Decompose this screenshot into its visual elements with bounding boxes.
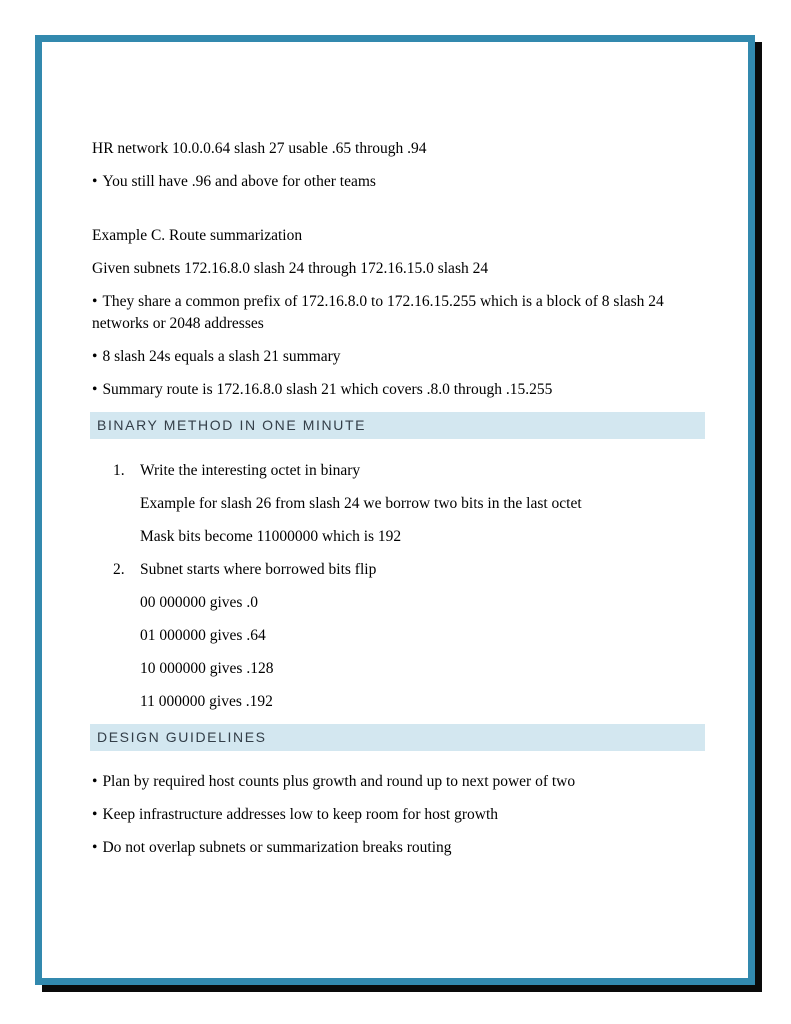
bullet-item: [92, 379, 705, 401]
bullet-glyph: •: [92, 806, 98, 823]
bullet-text: 8 slash 24s equals a slash 21 summary: [102, 348, 341, 365]
bullet-text: You still have .96 and above for other teams: [102, 173, 376, 190]
bullet-glyph: •: [92, 773, 98, 790]
paragraph: Example C. Route summarization: [92, 227, 303, 244]
bullet-glyph: •: [92, 173, 98, 190]
bullet-text: Do not overlap subnets or summarization breaks routing: [102, 839, 452, 856]
document-content: [92, 138, 705, 870]
paragraph: HR network 10.0.0.64 slash 27 usable .65 through .94: [92, 140, 427, 157]
bullet-glyph: •: [92, 381, 98, 398]
bullet-glyph: •: [92, 293, 98, 310]
bullet-text: Summary route is 172.16.8.0 slash 21 which covers .8.0 through .15.255: [102, 381, 553, 398]
list-sub-paragraph: 00 000000 gives .0: [140, 594, 258, 611]
list-sub-paragraph: 01 000000 gives .64: [140, 627, 266, 644]
bullet-item: [92, 804, 705, 826]
list-item-text: Subnet starts where borrowed bits flip: [140, 561, 377, 578]
list-sub-paragraph: Example for slash 26 from slash 24 we borrow two bits in the last octet: [140, 495, 582, 512]
bullet-text: They share a common prefix of 172.16.8.0 to 172.16.15.255 which is a block of 8 slash 24 networks or 2048 addresses: [92, 293, 664, 332]
bullet-text: Keep infrastructure addresses low to keep room for host growth: [102, 806, 499, 823]
paragraph: Given subnets 172.16.8.0 slash 24 through 172.16.15.0 slash 24: [92, 260, 489, 277]
bullet-item: [92, 291, 705, 335]
bullet-item: [92, 837, 705, 859]
bullet-glyph: •: [92, 348, 98, 365]
list-sub-paragraph: Mask bits become 11000000 which is 192: [140, 528, 402, 545]
bullet-item: [92, 171, 705, 193]
list-sub-paragraph: 10 000000 gives .128: [140, 660, 274, 677]
list-item-text: Write the interesting octet in binary: [140, 462, 361, 479]
bullet-glyph: •: [92, 839, 98, 856]
bullet-item: [92, 771, 705, 793]
list-number: 1.: [113, 462, 125, 479]
page-border-frame: [35, 35, 755, 985]
list-sub-paragraph: 11 000000 gives .192: [140, 693, 273, 710]
numbered-list-item: [92, 460, 705, 482]
list-number: 2.: [113, 561, 125, 578]
bullet-text: Plan by required host counts plus growth and round up to next power of two: [102, 773, 576, 790]
numbered-list-item: [92, 559, 705, 581]
bullet-item: [92, 346, 705, 368]
section-heading-design-guidelines: DESIGN GUIDELINES: [90, 724, 705, 751]
section-heading-binary-method: BINARY METHOD IN ONE MINUTE: [90, 412, 705, 439]
